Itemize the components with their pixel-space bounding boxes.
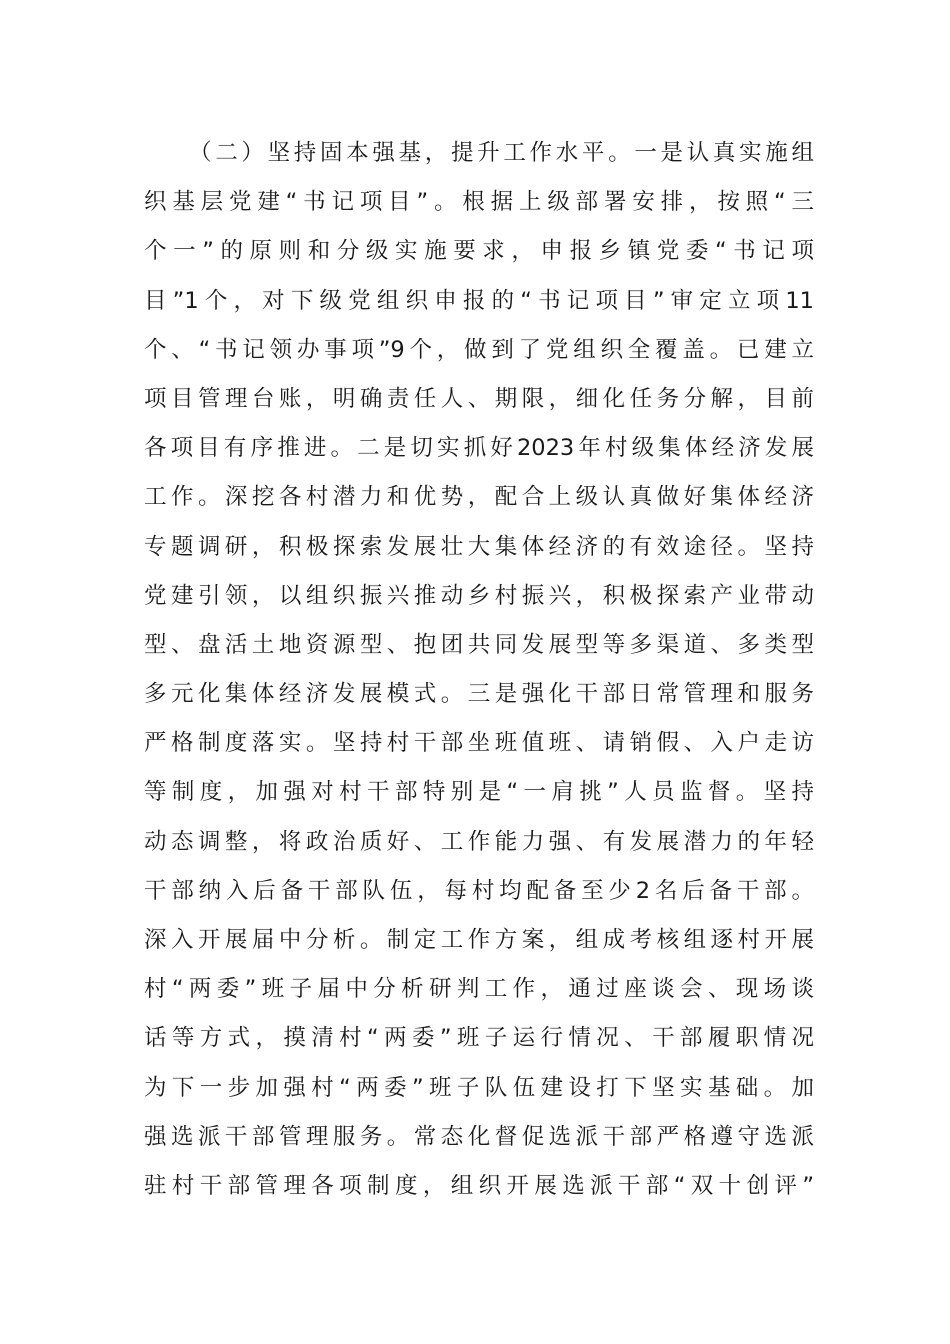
paragraph-line: 个、“书记领办事项”9个，做到了党组织全覆盖。已建立 xyxy=(144,336,814,363)
paragraph-line: 多元化集体经济发展模式。三是强化干部日常管理和服务 xyxy=(144,681,814,708)
paragraph-line: 话等方式，摸清村“两委”班子运行情况、干部履职情况 xyxy=(144,1025,814,1052)
paragraph-line: 项目管理台账，明确责任人、期限，细化任务分解，目前 xyxy=(144,385,814,412)
paragraph-line: 强选派干部管理服务。常态化督促选派干部严格遵守选派 xyxy=(144,1123,814,1150)
paragraph-line: 专题调研，积极探索发展壮大集体经济的有效途径。坚持 xyxy=(144,533,814,560)
paragraph-line: 村“两委”班子届中分析研判工作，通过座谈会、现场谈 xyxy=(144,976,814,1003)
paragraph-line: 各项目有序推进。二是切实抓好2023年村级集体经济发展 xyxy=(144,435,814,462)
paragraph-line: 工作。深挖各村潜力和优势，配合上级认真做好集体经济 xyxy=(144,484,814,511)
paragraph-line: 等制度，加强对村干部特别是“一肩挑”人员监督。坚持 xyxy=(144,779,814,806)
paragraph-line: 为下一步加强村“两委”班子队伍建设打下坚实基础。加 xyxy=(144,1074,814,1101)
paragraph-line: 目”1个，对下级党组织申报的“书记项目”审定立项11 xyxy=(144,287,814,314)
body-paragraph xyxy=(144,129,814,1211)
paragraph-line: 驻村干部管理各项制度，组织开展选派干部“双十创评” xyxy=(144,1172,814,1199)
paragraph-line: （二）坚持固本强基，提升工作水平。一是认真实施组 xyxy=(189,140,814,166)
paragraph-line: 动态调整，将政治质好、工作能力强、有发展潜力的年轻 xyxy=(144,828,814,855)
paragraph-line: 严格制度落实。坚持村干部坐班值班、请销假、入户走访 xyxy=(144,730,814,757)
paragraph-line: 型、盘活土地资源型、抱团共同发展型等多渠道、多类型 xyxy=(144,631,814,658)
paragraph-line: 干部纳入后备干部队伍，每村均配备至少2名后备干部。 xyxy=(144,877,814,904)
paragraph-line: 深入开展届中分析。制定工作方案，组成考核组逐村开展 xyxy=(144,927,814,953)
paragraph-line: 党建引领，以组织振兴推动乡村振兴，积极探索产业带动 xyxy=(144,582,814,609)
paragraph-line: 织基层党建“书记项目”。根据上级部署安排，按照“三 xyxy=(144,189,814,216)
paragraph-line: 个一”的原则和分级实施要求，申报乡镇党委“书记项 xyxy=(144,238,814,265)
